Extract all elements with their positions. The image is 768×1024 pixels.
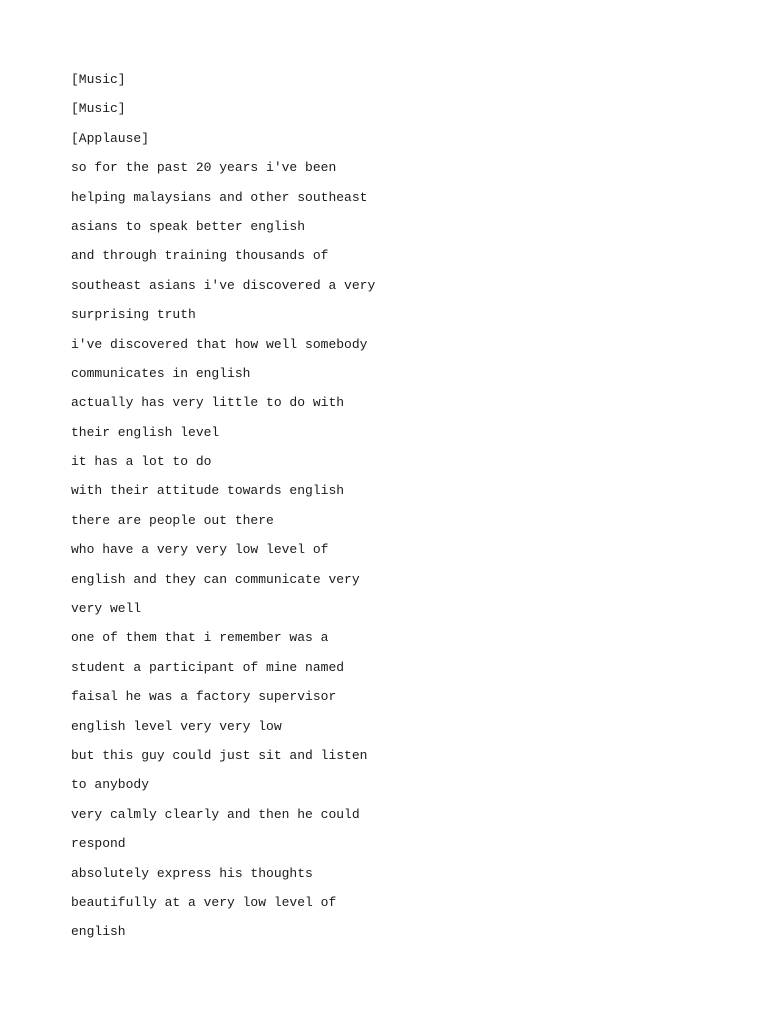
transcript-line: their english level	[71, 424, 220, 440]
transcript-line: helping malaysians and other southeast	[71, 189, 368, 205]
transcript-line: very calmly clearly and then he could	[71, 806, 360, 822]
transcript-line: absolutely express his thoughts	[71, 865, 313, 881]
transcript-line: [Music]	[71, 72, 126, 87]
transcript-line: there are people out there	[71, 512, 274, 528]
transcript-line: actually has very little to do with	[71, 395, 345, 411]
transcript-line: one of them that i remember was a	[71, 630, 329, 646]
transcript-line: i've discovered that how well somebody	[71, 336, 368, 352]
transcript-line: who have a very very low level of	[71, 542, 329, 558]
transcript-line: but this guy could just sit and listen	[71, 747, 368, 763]
transcript-line: surprising truth	[71, 307, 196, 323]
transcript-line: so for the past 20 years i've been	[71, 160, 337, 176]
transcript-line: with their attitude towards english	[71, 483, 345, 499]
transcript-line: very well	[71, 601, 142, 617]
transcript-line: it has a lot to do	[71, 454, 212, 470]
transcript-line: student a participant of mine named	[71, 659, 345, 675]
transcript-line: english	[71, 924, 126, 940]
transcript-line: to anybody	[71, 777, 150, 793]
transcript-line: respond	[71, 836, 126, 852]
transcript-line: southeast asians i've discovered a very	[71, 277, 376, 293]
transcript-line: english and they can communicate very	[71, 571, 360, 587]
transcript-line: communicates in english	[71, 365, 251, 381]
transcript-line: beautifully at a very low level of	[71, 894, 337, 910]
transcript-line: faisal he was a factory supervisor	[71, 689, 337, 705]
transcript-text	[71, 71, 375, 953]
transcript-line: [Applause]	[71, 130, 150, 146]
transcript-line: and through training thousands of	[71, 248, 329, 264]
transcript-line: english level very very low	[71, 718, 282, 734]
transcript-line: [Music]	[71, 101, 126, 117]
transcript-line: asians to speak better english	[71, 218, 306, 234]
